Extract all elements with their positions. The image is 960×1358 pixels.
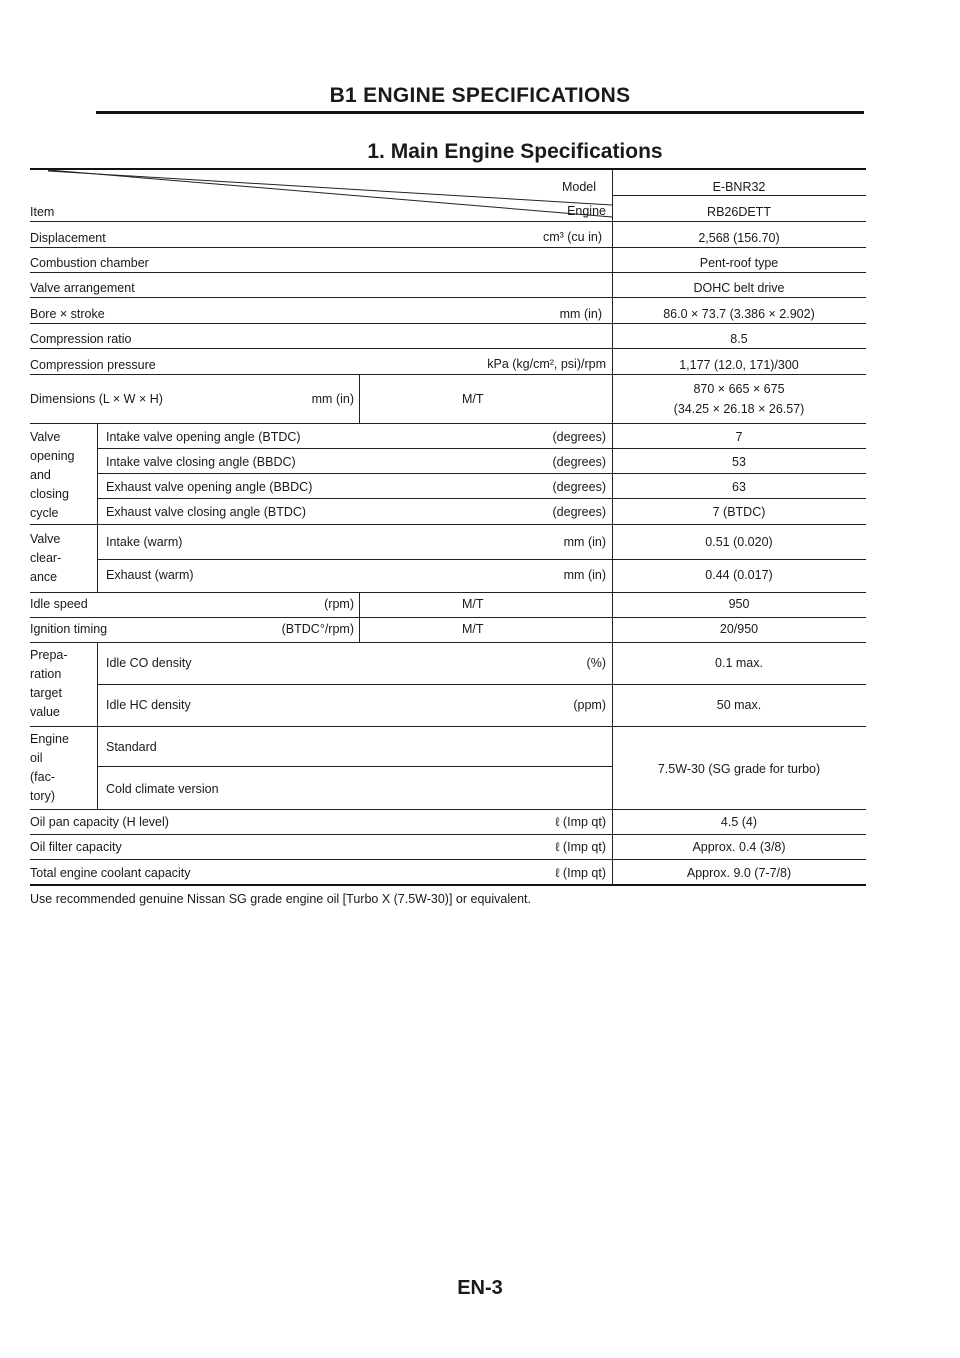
item-label: Item: [30, 205, 55, 219]
capacity-label: Oil filter capacity: [30, 840, 122, 854]
capacity-value: 4.5 (4): [720, 815, 758, 829]
valve-timing-label: Exhaust valve opening angle (BBDC): [106, 480, 313, 494]
idle-speed-value: 950: [728, 597, 750, 611]
row-line: [30, 592, 866, 593]
preparation-label: Idle HC density: [106, 698, 191, 712]
row-line: [30, 859, 866, 860]
valve-clearance-label: Intake (warm): [106, 535, 183, 549]
ignition-timing-unit: (BTDC°/rpm): [281, 622, 354, 636]
preparation-unit: (ppm): [573, 698, 606, 712]
idle-speed-transmission: M/T: [462, 597, 484, 611]
displacement-unit: cm³ (cu in): [542, 230, 602, 244]
capacity-label: Oil pan capacity (H level): [30, 815, 169, 829]
dimensions-transmission: M/T: [462, 392, 484, 406]
capacity-value: Approx. 9.0 (7-7/8): [686, 866, 792, 880]
combustion-chamber-label: Combustion chamber: [30, 256, 149, 270]
engine-oil-group-label: Engine oil (fac- tory): [30, 732, 69, 803]
engine-oil-label: Standard: [106, 740, 157, 754]
ignition-timing-transmission: M/T: [462, 622, 484, 636]
combustion-chamber-value: Pent-roof type: [699, 256, 779, 270]
row-line: [30, 323, 866, 324]
valve-timing-unit: (degrees): [552, 455, 606, 469]
row-line: [30, 809, 866, 810]
preparation-unit: (%): [586, 656, 606, 670]
group-divider: [97, 642, 98, 726]
valve-timing-value: 7 (BTDC): [712, 505, 766, 519]
dimensions-label: Dimensions (L × W × H): [30, 392, 163, 406]
valve-timing-label: Exhaust valve closing angle (BTDC): [106, 505, 307, 519]
row-line: [30, 348, 866, 349]
compression-ratio-value: 8.5: [730, 332, 748, 346]
section-title: B1 ENGINE SPECIFICATIONS: [329, 84, 631, 107]
capacity-label: Total engine coolant capacity: [30, 866, 191, 880]
valve-arrangement-label: Valve arrangement: [30, 281, 135, 295]
row-line: [30, 834, 866, 835]
dimensions-value-line1: 870 × 665 × 675: [693, 382, 785, 396]
group-divider: [97, 423, 98, 524]
engine-oil-label: Cold climate version: [106, 782, 219, 796]
group-divider: [97, 524, 98, 592]
valve-timing-group-label: Valve opening and closing cycle: [30, 430, 75, 520]
valve-clearance-unit: mm (in): [563, 568, 606, 582]
valve-arrangement-value: DOHC belt drive: [693, 281, 785, 295]
preparation-value: 0.1 max.: [715, 656, 763, 670]
row-line: [30, 221, 866, 222]
row-line: [97, 559, 866, 560]
mt-divider: [359, 374, 360, 423]
valve-clearance-value: 0.44 (0.017): [705, 568, 773, 582]
idle-speed-label: Idle speed: [30, 597, 88, 611]
compression-pressure-value: 1,177 (12.0, 171)/300: [679, 358, 799, 372]
value-column-divider: [612, 170, 613, 885]
page-title: 1. Main Engine Specifications: [367, 140, 663, 163]
engine-value: RB26DETT: [707, 205, 771, 219]
model-label: Model: [561, 180, 596, 194]
valve-clearance-label: Exhaust (warm): [106, 568, 194, 582]
valve-timing-unit: (degrees): [552, 430, 606, 444]
valve-clearance-unit: mm (in): [563, 535, 606, 549]
valve-timing-label: Intake valve closing angle (BBDC): [106, 455, 296, 469]
preparation-label: Idle CO density: [106, 656, 192, 670]
row-line: [97, 684, 866, 685]
row-line: [30, 247, 866, 248]
idle-speed-unit: (rpm): [324, 597, 354, 611]
row-line: [97, 498, 866, 499]
valve-clearance-value: 0.51 (0.020): [705, 535, 773, 549]
row-line: [30, 297, 866, 298]
valve-clearance-group-label: Valve clear- ance: [30, 532, 62, 584]
bore-stroke-label: Bore × stroke: [30, 307, 105, 321]
page-number: EN-3: [457, 1277, 503, 1299]
capacity-unit: ℓ (Imp qt): [555, 815, 606, 829]
engine-label: Engine: [567, 204, 606, 218]
row-line: [30, 524, 866, 525]
valve-timing-value: 53: [732, 455, 746, 469]
row-line: [612, 195, 866, 196]
row-line: [30, 617, 866, 618]
compression-pressure-label: Compression pressure: [30, 358, 156, 372]
row-line: [30, 726, 866, 727]
ignition-timing-label: Ignition timing: [30, 622, 108, 636]
row-line: [97, 766, 612, 767]
table-bottom-rule: [30, 884, 866, 886]
mt-divider: [359, 592, 360, 642]
capacity-value: Approx. 0.4 (3/8): [692, 840, 786, 854]
capacity-unit: ℓ (Imp qt): [555, 866, 606, 880]
compression-pressure-unit: kPa (kg/cm², psi)/rpm: [487, 357, 606, 371]
valve-timing-unit: (degrees): [552, 505, 606, 519]
model-value: E-BNR32: [712, 180, 766, 194]
preparation-value: 50 max.: [716, 698, 762, 712]
dimensions-unit: mm (in): [311, 392, 354, 406]
row-line: [30, 272, 866, 273]
dimensions-value-line2: (34.25 × 26.18 × 26.57): [673, 402, 805, 416]
engine-oil-value: 7.5W-30 (SG grade for turbo): [657, 762, 821, 776]
valve-timing-value: 7: [735, 430, 743, 444]
displacement-value: 2,568 (156.70): [698, 231, 780, 245]
ignition-timing-value: 20/950: [719, 622, 759, 636]
displacement-label: Displacement: [30, 231, 106, 245]
bore-stroke-unit: mm (in): [559, 307, 602, 321]
valve-timing-label: Intake valve opening angle (BTDC): [106, 430, 301, 444]
row-line: [97, 473, 866, 474]
compression-ratio-label: Compression ratio: [30, 332, 132, 346]
capacity-unit: ℓ (Imp qt): [555, 840, 606, 854]
valve-timing-value: 63: [732, 480, 746, 494]
group-divider: [97, 726, 98, 809]
row-line: [97, 448, 866, 449]
valve-timing-unit: (degrees): [552, 480, 606, 494]
footnote: Use recommended genuine Nissan SG grade engine oil [Turbo X (7.5W-30)] or equivalent.: [30, 892, 531, 906]
row-line: [30, 642, 866, 643]
row-line: [30, 423, 866, 424]
bore-stroke-value: 86.0 × 73.7 (3.386 × 2.902): [663, 307, 815, 321]
preparation-group-label: Prepa- ration target value: [30, 648, 68, 719]
row-line: [30, 374, 866, 375]
